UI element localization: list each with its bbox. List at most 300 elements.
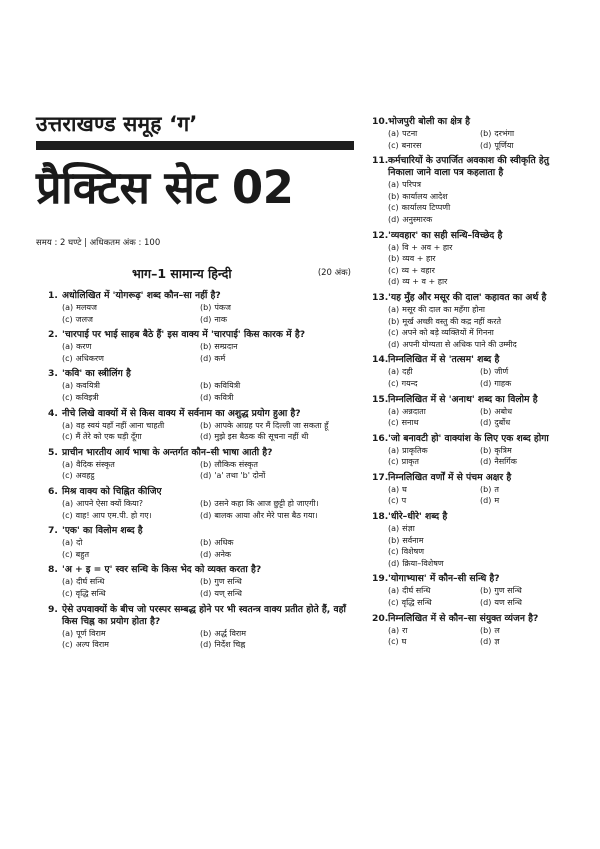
option-label: (d): [480, 457, 492, 467]
option-text: पटना: [402, 129, 418, 138]
option-label: (b): [388, 535, 400, 545]
option-label: (c): [388, 637, 399, 647]
question-stem: [372, 116, 577, 128]
answer-option: [200, 459, 353, 471]
option-list: [48, 459, 353, 482]
answer-option: [62, 576, 200, 588]
option-text: कवियित्री: [214, 381, 241, 391]
option-label: (a): [62, 342, 74, 352]
option-list: [372, 179, 577, 225]
option-text: पंकज: [214, 303, 231, 312]
question-number: 19.: [372, 573, 389, 585]
question-stem: [48, 408, 353, 420]
question-stem: [372, 613, 577, 625]
answer-option: [62, 341, 200, 353]
option-label: (c): [388, 328, 399, 338]
option-label: (d): [200, 353, 212, 363]
option-label: (d): [388, 339, 400, 349]
option-text: प्राकृतिक: [402, 445, 428, 455]
answer-option: [62, 470, 200, 482]
option-label: (a): [388, 367, 400, 377]
option-text: 'a' तथा 'b' दोनों: [214, 471, 266, 481]
option-label: (d): [200, 314, 212, 324]
option-label: (a): [62, 577, 74, 587]
option-label: (d): [480, 496, 492, 506]
answer-option: [388, 253, 577, 265]
question-number: 6.: [48, 485, 58, 497]
option-text: वि + अव + हार: [402, 242, 453, 252]
option-text: कर्म: [214, 353, 226, 363]
question-number: 7.: [48, 525, 58, 537]
question-item: [372, 394, 577, 429]
answer-option: [200, 341, 353, 353]
option-label: (a): [62, 538, 74, 548]
option-list: [372, 625, 577, 648]
option-list: [372, 523, 577, 569]
question-text: निम्नलिखित में से 'तत्सम' शब्द है: [388, 354, 500, 366]
option-text: त: [494, 484, 499, 494]
answer-option: [200, 353, 353, 365]
option-text: यण सन्धि: [494, 598, 522, 608]
question-stem: [48, 525, 353, 537]
answer-option: [388, 417, 480, 429]
option-text: आपने ऐसा क्यों किया?: [76, 498, 144, 508]
option-label: (a): [388, 484, 400, 494]
question-text: कर्मचारियों के उपार्जित अवकाश की स्वीकृति हेतु निकाला जाने वाला पत्र कहलाता है: [388, 155, 550, 179]
question-text: अधोलिखित में 'योगरूढ़' शब्द कौन–सा नहीं है?: [62, 290, 221, 301]
question-number: 5.: [48, 446, 58, 458]
option-text: बालक आया और मेरे पास बैठ गया।: [214, 510, 318, 520]
question-stem: [48, 604, 353, 628]
option-text: अनेक: [214, 549, 232, 559]
answer-option: [480, 495, 577, 507]
answer-option: [62, 510, 200, 522]
option-text: सम्प्रदान: [214, 342, 238, 352]
answer-option: [480, 445, 577, 457]
option-text: गुण सन्धि: [494, 586, 522, 596]
question-number: 8.: [48, 564, 58, 576]
answer-option: [388, 378, 480, 390]
option-label: (d): [480, 418, 492, 428]
option-text: मूर्ख अच्छी वस्तु की कद्र नहीं करते: [402, 316, 502, 326]
option-label: (c): [388, 457, 399, 467]
exam-subtitle: उत्तराखण्ड समूह ‘ग’: [36, 112, 198, 136]
question-stem: [48, 447, 353, 459]
answer-option: [62, 639, 200, 651]
option-text: संज्ञा: [402, 524, 415, 534]
option-label: (a): [388, 524, 400, 534]
option-text: घ: [401, 637, 407, 647]
answer-option: [480, 456, 577, 468]
option-text: करण: [76, 342, 92, 352]
option-text: वृद्धि सन्धि: [75, 588, 106, 598]
option-text: मसूर की दाल का महँगा होना: [402, 304, 485, 314]
option-text: दुर्बोध: [494, 418, 511, 428]
option-text: सर्वनाम: [402, 535, 424, 545]
option-text: ज्ञ: [494, 637, 500, 647]
answer-option: [62, 549, 200, 561]
option-label: (d): [200, 510, 212, 520]
answer-option: [388, 140, 480, 152]
answer-option: [388, 179, 577, 191]
option-label: (d): [388, 214, 400, 224]
option-label: (b): [480, 406, 492, 416]
question-number: 13.: [372, 291, 389, 303]
question-number: 4.: [48, 407, 58, 419]
option-text: अवहट्ठ: [75, 471, 95, 481]
answer-option: [62, 431, 200, 443]
option-list: [48, 302, 353, 325]
option-text: व्य + व + हार: [402, 277, 448, 287]
option-label: (d): [480, 637, 492, 647]
question-item: [372, 155, 577, 225]
question-text: निम्नलिखित वर्णों में से पंचम अक्षर है: [388, 471, 512, 483]
option-label: (a): [388, 304, 400, 314]
answer-option: [200, 470, 353, 482]
question-stem: [48, 564, 353, 576]
option-text: गयन्द: [401, 378, 418, 388]
answer-option: [388, 535, 577, 547]
answer-option: [480, 625, 577, 637]
option-text: कवयित्री: [76, 381, 100, 391]
answer-option: [62, 314, 200, 326]
option-label: (c): [388, 547, 399, 557]
answer-option: [388, 316, 577, 328]
option-label: (d): [480, 378, 492, 388]
option-label: (c): [62, 353, 73, 363]
option-text: घ: [402, 484, 407, 494]
option-text: सनाथ: [401, 418, 419, 428]
option-text: उसने कहा कि आज छुट्टी हो जाएगी।: [214, 498, 319, 508]
option-text: अल्प विराम: [75, 640, 109, 650]
answer-option: [388, 128, 480, 140]
answer-option: [200, 576, 353, 588]
option-text: अबोध: [494, 406, 512, 416]
answer-option: [388, 625, 480, 637]
option-label: (b): [480, 625, 492, 635]
option-label: (d): [388, 277, 400, 287]
answer-option: [480, 140, 577, 152]
question-number: 11.: [372, 155, 389, 167]
option-label: (d): [200, 640, 212, 650]
option-label: (d): [480, 140, 492, 150]
answer-option: [388, 585, 480, 597]
option-label: (c): [62, 314, 73, 324]
question-stem: [372, 433, 577, 445]
answer-option: [480, 585, 577, 597]
option-text: पूर्णिया: [494, 140, 514, 150]
question-number: 15.: [372, 393, 389, 405]
option-text: वृद्धि सन्धि: [401, 598, 432, 608]
question-text: ऐसे उपवाक्यों के बीच जो परस्पर सम्बद्ध होने पर भी स्वतन्त्र वाक्य प्रतीत होते हैं, वहाँ किस चिह्न का प्रयोग होता है?: [62, 603, 346, 627]
option-text: लौकिक संस्कृत: [214, 459, 258, 469]
answer-option: [388, 327, 577, 339]
question-stem: [372, 354, 577, 366]
option-label: (b): [480, 445, 492, 455]
option-label: (c): [388, 378, 399, 388]
answer-option: [200, 392, 353, 404]
option-text: दही: [402, 367, 413, 377]
option-text: अनुस्मारक: [402, 214, 433, 224]
section-marks: (20 अंक): [317, 268, 351, 278]
option-label: (d): [200, 392, 212, 402]
option-list: [372, 585, 577, 608]
question-text: 'व्यवहार' का सही सन्धि–विच्छेद है: [388, 229, 503, 241]
option-list: [372, 406, 577, 429]
question-item: [48, 408, 353, 443]
option-label: (b): [480, 129, 492, 138]
question-text: 'यह मुँह और मसूर की दाल' कहावत का अर्थ है: [388, 291, 547, 303]
option-label: (c): [388, 598, 399, 608]
option-text: विशेषण: [401, 547, 425, 557]
option-label: (b): [200, 459, 212, 469]
answer-option: [200, 302, 353, 314]
answer-option: [200, 420, 353, 432]
option-text: जलज: [75, 314, 93, 324]
question-text: प्राचीन भारतीय आर्य भाषा के अन्तर्गत कौन–सी भाषा आती है?: [62, 446, 273, 458]
option-label: (d): [480, 598, 492, 608]
option-label: (b): [200, 420, 212, 430]
option-label: (b): [200, 498, 212, 508]
question-item: [372, 116, 577, 151]
option-label: (c): [62, 549, 73, 559]
question-text: मिश्र वाक्य को चिह्नित कीजिए: [62, 485, 162, 497]
option-list: [372, 128, 577, 151]
answer-option: [62, 628, 200, 640]
question-number: 16.: [372, 432, 389, 444]
option-label: (a): [62, 381, 74, 391]
option-list: [372, 366, 577, 389]
answer-option: [388, 495, 480, 507]
option-text: ल: [494, 625, 500, 635]
option-label: (c): [388, 418, 399, 428]
option-label: (c): [62, 510, 73, 520]
option-text: परिपत्र: [402, 180, 422, 190]
answer-option: [388, 339, 577, 351]
option-label: (b): [200, 577, 212, 587]
option-list: [48, 380, 353, 403]
question-item: [48, 486, 353, 521]
option-text: दीर्घ सन्धि: [76, 577, 105, 587]
option-label: (d): [200, 588, 212, 598]
option-label: (d): [388, 558, 400, 568]
option-label: (a): [388, 406, 400, 416]
question-number: 17.: [372, 471, 389, 483]
option-label: (d): [200, 432, 212, 442]
question-number: 9.: [48, 603, 58, 615]
option-label: (b): [200, 303, 212, 312]
option-label: (a): [62, 498, 74, 508]
question-item: [48, 447, 353, 482]
option-text: कार्यालय टिप्पणी: [401, 203, 451, 213]
question-item: [48, 290, 353, 325]
answer-option: [388, 456, 480, 468]
answer-option: [200, 510, 353, 522]
option-text: कार्यालय आदेश: [402, 191, 448, 201]
answer-option: [62, 353, 200, 365]
question-number: 2.: [48, 329, 58, 341]
answer-option: [388, 636, 480, 648]
option-text: नैसर्गिक: [494, 457, 517, 467]
option-label: (c): [62, 640, 73, 650]
page-header: [36, 112, 354, 214]
questions-column-left: [48, 290, 353, 655]
answer-option: [480, 636, 577, 648]
option-text: बनारस: [401, 140, 422, 150]
answer-option: [200, 380, 353, 392]
option-label: (a): [62, 303, 74, 312]
option-text: कवित्री: [214, 392, 234, 402]
answer-option: [388, 523, 577, 535]
question-item: [48, 368, 353, 403]
option-text: व्य + वहार: [401, 265, 435, 275]
answer-option: [62, 302, 200, 314]
option-text: अधिकरण: [75, 353, 104, 363]
answer-option: [388, 558, 577, 570]
option-list: [372, 242, 577, 288]
option-label: (a): [388, 180, 400, 190]
option-label: (d): [200, 471, 212, 481]
option-text: अधिक: [214, 538, 234, 548]
option-label: (b): [200, 538, 212, 548]
option-text: वैदिक संस्कृत: [76, 459, 115, 469]
question-stem: [372, 511, 577, 523]
option-text: व्यव + हार: [402, 254, 436, 264]
option-text: मलयज: [76, 303, 97, 312]
option-list: [372, 304, 577, 350]
option-text: बहुत: [75, 549, 90, 559]
question-number: 1.: [48, 290, 58, 301]
option-text: कविइत्री: [75, 392, 99, 402]
option-list: [48, 628, 353, 651]
option-label: (c): [388, 496, 399, 506]
answer-option: [388, 276, 577, 288]
option-label: (a): [388, 445, 400, 455]
option-text: अर्द्ध विराम: [214, 628, 247, 638]
option-text: दीर्घ सन्धि: [402, 586, 431, 596]
option-text: यण् सन्धि: [214, 588, 242, 598]
option-label: (b): [480, 367, 492, 377]
question-item: [48, 329, 353, 364]
option-text: अपने को बड़े व्यक्तियों में गिनना: [401, 328, 494, 338]
answer-option: [200, 498, 353, 510]
question-text: निम्नलिखित में से 'अनाथ' शब्द का विलोम है: [388, 393, 538, 405]
questions-column-right: [372, 116, 577, 652]
question-text: नीचे लिखे वाक्यों में से किस वाक्य में सर्वनाम का अशुद्ध प्रयोग हुआ है?: [62, 407, 301, 419]
option-label: (b): [388, 191, 400, 201]
option-list: [48, 341, 353, 364]
question-item: [372, 613, 577, 648]
question-stem: [372, 472, 577, 484]
option-text: क्रिया–विशेषण: [402, 558, 444, 568]
answer-option: [388, 546, 577, 558]
option-label: (a): [388, 625, 400, 635]
option-list: [372, 484, 577, 507]
question-text: निम्नलिखित में से कौन–सा संयुक्त व्यंजन है?: [388, 612, 539, 624]
answer-option: [62, 459, 200, 471]
option-label: (c): [388, 265, 399, 275]
question-text: 'धीरे–धीरे' शब्द है: [388, 511, 448, 523]
option-list: [48, 498, 353, 521]
question-item: [48, 604, 353, 651]
option-label: (b): [200, 628, 212, 638]
option-label: (c): [62, 392, 73, 402]
question-stem: [372, 573, 577, 585]
question-number: 20.: [372, 612, 389, 624]
question-stem: [48, 368, 353, 380]
option-label: (b): [480, 586, 492, 596]
question-item: [372, 573, 577, 608]
option-text: निर्देश चिह्न: [214, 640, 246, 650]
answer-option: [62, 420, 200, 432]
option-label: (a): [62, 628, 74, 638]
option-label: (a): [388, 242, 400, 252]
question-stem: [48, 329, 353, 341]
option-text: वाह! आप एम.पी. हो गए।: [75, 510, 152, 520]
question-number: 12.: [372, 229, 389, 241]
answer-option: [200, 431, 353, 443]
question-text: 'अ + इ = ए' स्वर सन्धि के किस भेद को व्यक्त करता है?: [62, 564, 262, 576]
option-list: [48, 537, 353, 560]
option-text: अपनी योग्यता से अधिक पाने की उम्मीद: [402, 339, 517, 349]
answer-option: [388, 445, 480, 457]
answer-option: [480, 406, 577, 418]
answer-option: [480, 484, 577, 496]
answer-option: [388, 597, 480, 609]
answer-option: [62, 537, 200, 549]
answer-option: [388, 304, 577, 316]
answer-option: [480, 597, 577, 609]
option-text: म: [494, 496, 500, 506]
option-label: (a): [62, 420, 74, 430]
option-label: (d): [200, 549, 212, 559]
section-title: भाग–1 सामान्य हिन्दी: [132, 266, 232, 281]
option-text: मैं तेरे को एक घड़ी दूँगा: [75, 432, 142, 442]
question-stem: [372, 230, 577, 242]
question-text: 'कवि' का स्त्रीलिंग है: [62, 368, 131, 380]
answer-option: [200, 314, 353, 326]
answer-option: [200, 588, 353, 600]
answer-option: [62, 380, 200, 392]
option-text: गुण सन्धि: [214, 577, 242, 587]
option-label: (b): [480, 484, 492, 494]
question-text: 'एक' का विलोम शब्द है: [62, 525, 143, 537]
option-text: वह स्वयं यहाँ नहीं आना चाहती: [76, 420, 165, 430]
question-number: 18.: [372, 511, 389, 523]
answer-option: [388, 202, 577, 214]
option-label: (b): [200, 381, 212, 391]
answer-option: [388, 366, 480, 378]
answer-option: [388, 214, 577, 226]
answer-option: [388, 191, 577, 203]
question-item: [372, 511, 577, 569]
header-rule: [36, 141, 354, 150]
answer-option: [200, 549, 353, 561]
option-text: जीर्ण: [494, 367, 509, 377]
question-stem: [372, 155, 577, 179]
answer-option: [480, 417, 577, 429]
question-item: [48, 564, 353, 599]
option-label: (a): [62, 459, 74, 469]
question-stem: [372, 394, 577, 406]
answer-option: [388, 242, 577, 254]
question-stem: [48, 290, 353, 302]
page-title: प्रैक्टिस सेट 02: [36, 161, 294, 214]
option-text: आपके आग्रह पर मैं दिल्ली जा सकता हूँ: [214, 420, 329, 430]
option-label: (a): [388, 586, 400, 596]
question-item: [372, 230, 577, 288]
question-text: 'चारपाई पर भाई साहब बैठे हैं' इस वाक्य में 'चारपाई' किस कारक में है?: [62, 329, 306, 341]
